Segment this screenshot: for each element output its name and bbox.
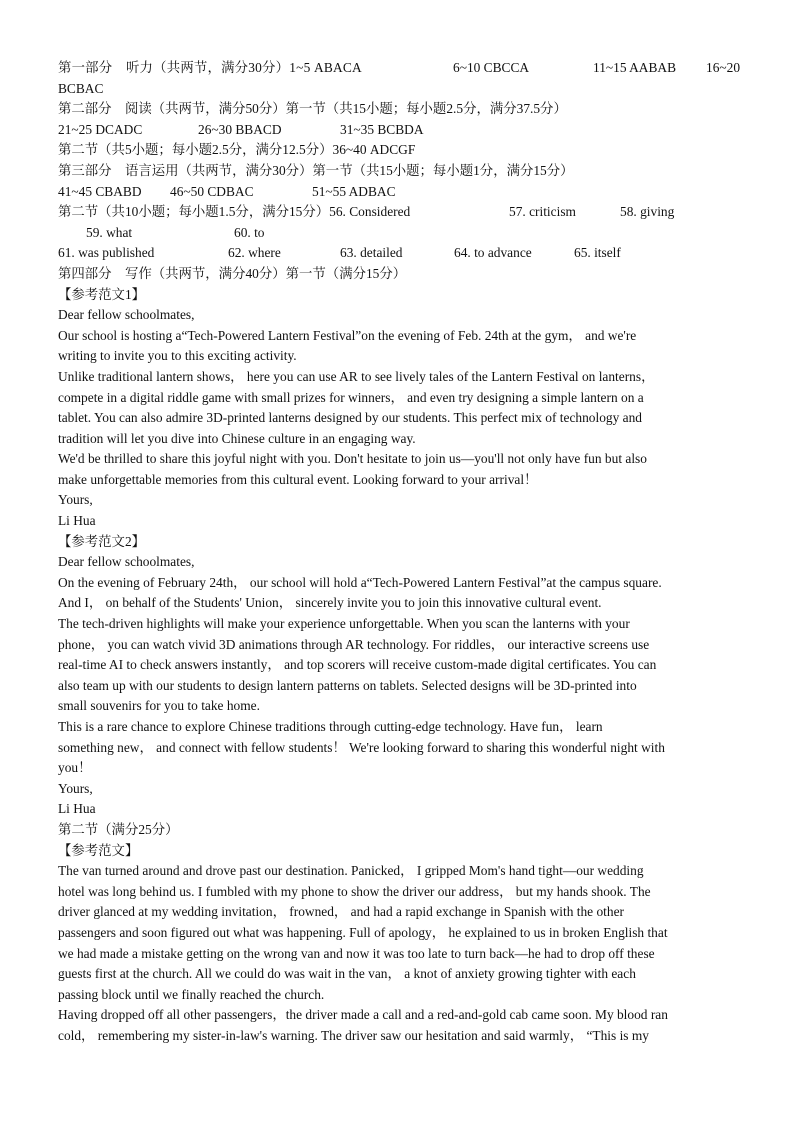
essay1-line: Unlike traditional lantern shows， here you can use AR to see lively tales of the Lantern Festival on lanterns， — [58, 368, 655, 384]
writing-header: 第四部分 写作（共两节，满分40分）第一节（满分15分） — [58, 265, 407, 281]
section2-line: cold， remembering my sister-in-law's warning. The driver saw our hesitation and said warmly， “This is my — [58, 1027, 649, 1043]
section2-body — [58, 861, 744, 1046]
grammar-fill-line-2 — [58, 223, 744, 244]
essay1-line: compete in a digital riddle game with small prizes for winners， and even try designing a simple lantern on a — [58, 389, 644, 405]
essay1-tag: 【参考范文1】 — [58, 286, 146, 302]
essay2-line: also team up with our students to design lantern patterns on tablets. Selected designs will be 3D-printed into — [58, 677, 637, 693]
language-header: 第三部分 语言运用（共两节，满分30分）第一节（共15小题；每小题1分，满分15分） — [58, 162, 574, 178]
listening-answers-6-10: 6~10 CBCCA — [453, 60, 530, 75]
section2-header: 第二节（满分25分） — [58, 821, 179, 837]
essay2-line: small souvenirs for you to take home. — [58, 698, 260, 714]
essay1-body — [58, 326, 744, 491]
essay2-line: real-time AI to check answers instantly， and top scorers will receive custom-made digital certificates. You can — [58, 657, 657, 673]
language-answers-46-50: 46~50 CDBAC — [170, 183, 254, 199]
reading-answers-21-25: 21~25 DCADC — [58, 121, 143, 137]
language-answers-line — [58, 182, 744, 203]
language-header-line — [58, 161, 744, 182]
reading-header: 第二部分 阅读（共两节，满分50分）第一节（共15小题；每小题2.5分，满分37.5分） — [58, 101, 567, 117]
answer-61: 61. was published — [58, 245, 155, 261]
listening-answers-line-2 — [58, 79, 744, 100]
answer-62: 62. where — [228, 245, 281, 261]
reading-answers-line — [58, 120, 744, 141]
essay2-line: This is a rare chance to explore Chinese traditions through cutting-edge technology. Have fun， learn — [58, 719, 603, 734]
answer-63: 63. detailed — [340, 245, 403, 261]
essay1-line: tradition will let you dive into Chinese culture in an engaging way. — [58, 430, 416, 446]
section2-line: The van turned around and drove past our destination. Panicked， I gripped Mom's hand tight—our wedding — [58, 863, 644, 879]
answer-57: 57. criticism — [509, 204, 576, 220]
language-answers-51-55: 51~55 ADBAC — [312, 183, 396, 199]
essay2-body — [58, 573, 744, 779]
section2-line: we had made a mistake getting on the wrong van and now it was too late to turn back—he had to drop off these — [58, 945, 655, 961]
grammar-fill-line-3 — [58, 243, 744, 264]
essay2-line: something new， and connect with fellow students！ We're looking forward to sharing this wonderful night with — [58, 739, 665, 755]
essay1-closing: Yours, — [58, 492, 93, 508]
answer-65: 65. itself — [574, 245, 621, 261]
listening-answers-11-15: 11~15 AABAB — [593, 60, 677, 75]
reading-answers-26-30: 26~30 BBACD — [198, 121, 282, 137]
writing-header-line — [58, 264, 744, 285]
essay2-tag: 【参考范文2】 — [58, 533, 146, 549]
essay2-closing: Yours, — [58, 780, 93, 796]
essay1-line: writing to invite you to this exciting activity. — [58, 348, 297, 364]
listening-header: 第一部分 听力（共两节，满分30分）1~5 ABACA — [58, 60, 362, 75]
grammar-fill-line-1 — [58, 202, 744, 223]
listening-answers-16-20-label: 16~20 — [706, 60, 741, 75]
essay2-line: The tech-driven highlights will make your experience unforgettable. When you scan the lanterns with your — [58, 616, 630, 632]
essay1-signature: Li Hua — [58, 513, 96, 529]
essay2-line: you！ — [58, 760, 92, 776]
answer-60: 60. to — [234, 224, 265, 240]
reading-header-line — [58, 99, 744, 120]
essay1-line: We'd be thrilled to share this joyful night with you. Don't hesitate to join us—you'll not only have fun but also — [58, 451, 647, 467]
essay2-line: phone， you can watch vivid 3D animations through AR technology. For riddles， our interactive screens use — [58, 636, 650, 652]
essay2-greeting: Dear fellow schoolmates, — [58, 554, 195, 570]
essay1-line: Our school is hosting a“Tech-Powered Lantern Festival”on the evening of Feb. 24th at the gym， and we're — [58, 327, 637, 343]
answer-59: 59. what — [86, 224, 133, 240]
section2-line: guests first at the church. All we could do was wait in the van， a knot of anxiety growing tighter with each — [58, 966, 636, 982]
essay2-line: On the evening of February 24th， our school will hold a“Tech-Powered Lantern Festival”at the campus square. — [58, 574, 662, 590]
essay1-line: make unforgettable memories from this cultural event. Looking forward to your arrival！ — [58, 471, 538, 487]
listening-answers-16-20: BCBAC — [58, 80, 104, 96]
reading-section2-line — [58, 140, 744, 161]
section2-tag: 【参考范文】 — [58, 842, 139, 858]
reading-answers-31-35: 31~35 BCBDA — [340, 121, 424, 137]
section2-line: hotel was long behind us. I fumbled with my phone to show the driver our address， but my hands shook. The — [58, 883, 651, 899]
language-answers-41-45: 41~45 CBABD — [58, 183, 142, 199]
section2-line: driver glanced at my wedding invitation， frowned， and had a rapid exchange in Spanish with the other — [58, 904, 624, 920]
section2-line: passing block until we finally reached the church. — [58, 986, 325, 1002]
grammar-section-header: 第二节（共10小题；每小题1.5分，满分15分）56. Considered — [58, 204, 411, 220]
listening-answers-line — [58, 58, 744, 79]
answer-58: 58. giving — [620, 204, 675, 220]
reading-section2: 第二节（共5小题；每小题2.5分，满分12.5分）36~40 ADCGF — [58, 142, 416, 158]
essay2-signature: Li Hua — [58, 801, 96, 817]
essay1-greeting: Dear fellow schoolmates, — [58, 307, 195, 323]
answer-64: 64. to advance — [454, 245, 532, 261]
essay2-line: And I， on behalf of the Students' Union， sincerely invite you to join this innovative cultural event. — [58, 595, 602, 611]
section2-line: passengers and soon figured out what was happening. Full of apology， he explained to us in broken English that — [58, 924, 668, 940]
section2-line: Having dropped off all other passengers，the driver made a call and a red-and-gold cab came soon. My blood ran — [58, 1007, 668, 1023]
essay1-line: tablet. You can also admire 3D-printed lanterns designed by our students. This perfect mix of technology and — [58, 410, 642, 426]
